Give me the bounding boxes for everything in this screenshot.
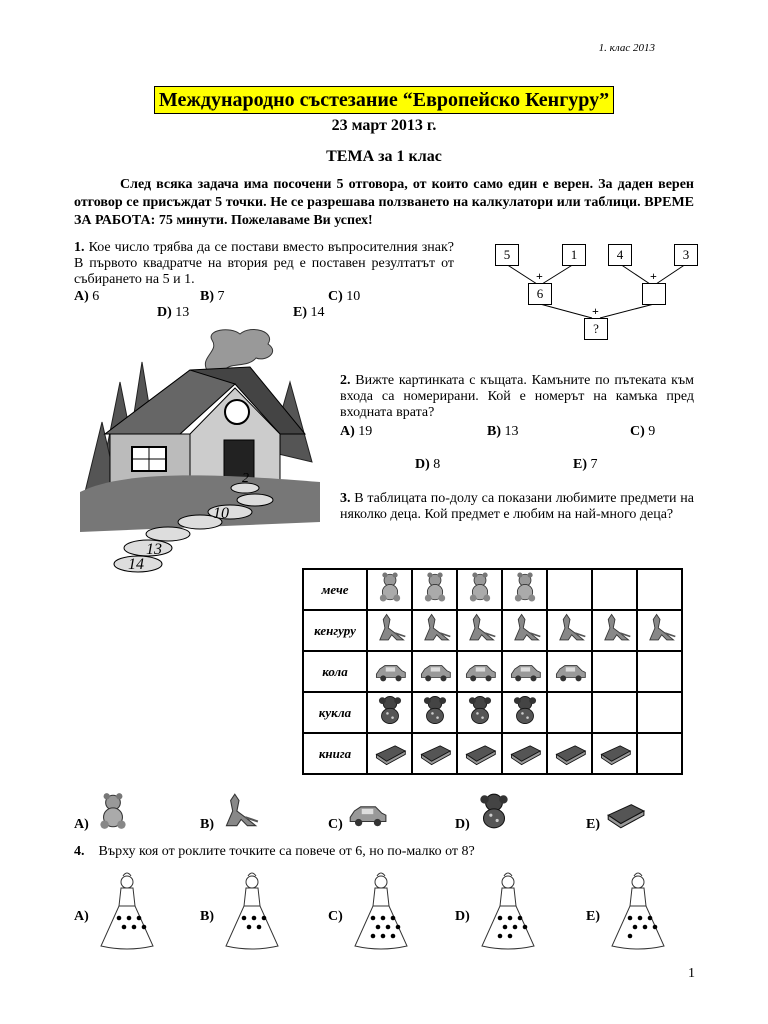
table-cell [412, 733, 457, 774]
q2-option-a: A) 19 [340, 424, 373, 439]
q1-option-a: A) 6 [74, 289, 100, 304]
car-icon [553, 652, 587, 686]
dress-dot [380, 916, 385, 921]
dress-dot [141, 925, 146, 930]
doll-icon [508, 693, 542, 727]
car-icon [418, 652, 452, 686]
dress-dot [380, 934, 385, 939]
q1-option-e: E) 14 [293, 305, 325, 320]
option-label: A) [74, 908, 89, 924]
q2-option-e: E) 7 [573, 457, 598, 472]
q2-number: 2. [340, 373, 351, 388]
kangaroo-icon [373, 611, 407, 645]
option-label: C) [328, 908, 343, 924]
q2-option-b: B) 13 [487, 424, 519, 439]
dress-dot [375, 925, 380, 930]
dress-dot [370, 934, 375, 939]
dress-dot [116, 916, 121, 921]
row-label: книга [303, 733, 367, 774]
table-cell [502, 651, 547, 692]
table-row [303, 692, 682, 733]
row-label: кола [303, 651, 367, 692]
car-icon [463, 652, 497, 686]
table-cell [592, 651, 637, 692]
q1-text [74, 240, 454, 288]
car-icon [373, 652, 407, 686]
dress-icon [608, 872, 668, 952]
plus-sign-2: + [650, 269, 657, 283]
tree-box-mid-left: 6 [528, 283, 552, 305]
q1-number: 1. [74, 240, 85, 255]
dress-icon [351, 872, 411, 952]
table-cell [637, 692, 682, 733]
kangaroo-icon [463, 611, 497, 645]
dress-dot [390, 934, 395, 939]
table-cell [367, 692, 412, 733]
table-cell [412, 610, 457, 651]
instructions-text: След всяка задача има посочени 5 отговора, от които само един е верен. За даден верен отговор се присъждат 5 точки. Не се разрешава ползването на калкулатори или таблици. ВРЕМЕ ЗА РАБОТА: 75 минути. Пожелаваме Ви успех! [74, 177, 694, 228]
bear-icon [463, 570, 497, 604]
table-cell [547, 733, 592, 774]
stone-number-14: 14 [128, 556, 144, 573]
doll-icon [473, 790, 515, 832]
dress-dot [648, 916, 653, 921]
table-cell [592, 610, 637, 651]
tree-box-bottom: ? [584, 318, 608, 340]
option-label: D) [455, 816, 470, 832]
option-label: D) [455, 908, 470, 924]
table-cell [412, 692, 457, 733]
dress-dot [247, 925, 252, 930]
doll-icon [418, 693, 452, 727]
dress-dot [390, 916, 395, 921]
table-cell [592, 733, 637, 774]
book-icon [604, 790, 646, 832]
q4-text [74, 844, 694, 860]
table-row [303, 569, 682, 610]
stone-number-13: 13 [146, 541, 162, 558]
table-cell [457, 651, 502, 692]
table-cell [457, 733, 502, 774]
tree-box-top-3: 4 [608, 244, 632, 266]
q2-body: Вижте картинката с къщата. Камъните по пътеката към входа са номерирани. Кой е номерът на камъка пред входната врата? [340, 373, 695, 420]
table-cell [592, 692, 637, 733]
stone-number-10: 10 [213, 505, 229, 522]
dress-dot [628, 934, 633, 939]
table-cell [457, 569, 502, 610]
dress-dot [242, 916, 247, 921]
q4-number: 4. [74, 844, 85, 859]
dress-dot [136, 916, 141, 921]
dress-icon [97, 872, 157, 952]
book-icon [598, 734, 632, 768]
table-cell [412, 569, 457, 610]
kangaroo-icon [553, 611, 587, 645]
q1-option-b: B) 7 [200, 289, 225, 304]
q4-option-e [586, 872, 668, 957]
tree-box-top-2: 1 [562, 244, 586, 266]
q4-option-d [455, 872, 538, 957]
plus-sign-1: + [536, 269, 543, 283]
grade-topic: ТЕМА за 1 клас [326, 148, 442, 165]
table-cell [547, 610, 592, 651]
option-label: C) [328, 816, 343, 832]
dress-dot [628, 916, 633, 921]
table-cell [502, 733, 547, 774]
bear-icon [418, 570, 452, 604]
kangaroo-icon [643, 611, 677, 645]
table-cell [412, 651, 457, 692]
q3-option-e [586, 790, 646, 837]
row-label: кукла [303, 692, 367, 733]
bear-icon [508, 570, 542, 604]
book-icon [418, 734, 452, 768]
q2-option-c: C) 9 [630, 424, 656, 439]
table-cell [502, 610, 547, 651]
favorite-items-table [302, 568, 683, 775]
q2-option-d: D) 8 [415, 457, 441, 472]
option-label: E) [586, 908, 600, 924]
table-cell [502, 569, 547, 610]
bear-icon [373, 570, 407, 604]
table-cell [592, 569, 637, 610]
dress-dot [507, 916, 512, 921]
q4-option-a [74, 872, 157, 957]
dress-dot [370, 916, 375, 921]
q1-option-d: D) 13 [157, 305, 190, 320]
dress-dot [522, 925, 527, 930]
option-label: A) [74, 816, 89, 832]
table-cell [637, 651, 682, 692]
q3-option-d [455, 790, 515, 837]
dress-dot [126, 916, 131, 921]
book-icon [463, 734, 497, 768]
q4-option-b [200, 872, 282, 957]
q3-option-c [328, 790, 388, 837]
dress-icon [478, 872, 538, 952]
table-cell [502, 692, 547, 733]
dress-dot [131, 925, 136, 930]
row-label: мече [303, 569, 367, 610]
q2-text [340, 373, 694, 421]
stone-number-2: 2 [242, 471, 249, 486]
tree-box-mid-right [642, 283, 666, 305]
page-title: Международно състезание “Европейско Кенгуру” [154, 86, 614, 114]
q3-option-b [200, 790, 260, 837]
q1-option-c: C) 10 [328, 289, 361, 304]
car-icon [346, 790, 388, 832]
dress-dot [653, 925, 658, 930]
table-cell [457, 610, 502, 651]
q4-body: Върху коя от роклите точките са повече от 6, но по-малко от 8? [98, 844, 475, 859]
table-cell [547, 569, 592, 610]
q3-text [340, 491, 694, 523]
option-label: B) [200, 908, 214, 924]
dress-dot [502, 925, 507, 930]
q3-number: 3. [340, 491, 351, 506]
table-row [303, 610, 682, 651]
dress-dot [633, 925, 638, 930]
table-cell [637, 733, 682, 774]
table-row [303, 651, 682, 692]
dress-dot [497, 916, 502, 921]
table-cell [637, 610, 682, 651]
table-cell [367, 569, 412, 610]
dress-dot [121, 925, 126, 930]
q1-body: Кое число трябва да се постави вместо въпросителния знак? В първото квадратче на втория ред е поставен резултатът от събирането на 5 и 1. [74, 240, 455, 287]
table-cell [367, 610, 412, 651]
page-number: 1 [688, 966, 695, 981]
doll-icon [373, 693, 407, 727]
book-icon [553, 734, 587, 768]
row-label: кенгуру [303, 610, 367, 651]
car-icon [508, 652, 542, 686]
instructions [74, 176, 694, 230]
table-cell [457, 692, 502, 733]
dress-dot [262, 916, 267, 921]
doll-icon [463, 693, 497, 727]
dress-dot [252, 916, 257, 921]
table-cell [367, 651, 412, 692]
tree-box-top-1: 5 [495, 244, 519, 266]
contest-date: 23 март 2013 г. [331, 117, 437, 134]
dress-dot [517, 916, 522, 921]
bear-icon [92, 790, 134, 832]
dress-dot [385, 925, 390, 930]
q3-option-a [74, 790, 134, 837]
dress-dot [395, 925, 400, 930]
dress-dot [643, 925, 648, 930]
dress-dot [512, 925, 517, 930]
table-cell [547, 651, 592, 692]
table-cell [367, 733, 412, 774]
book-icon [508, 734, 542, 768]
house-illustration [80, 322, 330, 582]
option-label: B) [200, 816, 214, 832]
dress-dot [507, 934, 512, 939]
table-cell [547, 692, 592, 733]
table-row [303, 733, 682, 774]
q3-body: В таблицата по-долу са показани любимите предмети на няколко деца. Кой предмет е любим на най-много деца? [340, 491, 695, 522]
kangaroo-icon [218, 790, 260, 832]
q4-option-c [328, 872, 411, 957]
kangaroo-icon [508, 611, 542, 645]
kangaroo-icon [598, 611, 632, 645]
option-label: E) [586, 816, 600, 832]
book-icon [373, 734, 407, 768]
dress-dot [257, 925, 262, 930]
plus-sign-3: + [592, 304, 599, 318]
dress-dot [497, 934, 502, 939]
kangaroo-icon [418, 611, 452, 645]
header-note: 1. клас 2013 [598, 42, 655, 54]
table-cell [637, 569, 682, 610]
dress-icon [222, 872, 282, 952]
tree-box-top-4: 3 [674, 244, 698, 266]
dress-dot [638, 916, 643, 921]
